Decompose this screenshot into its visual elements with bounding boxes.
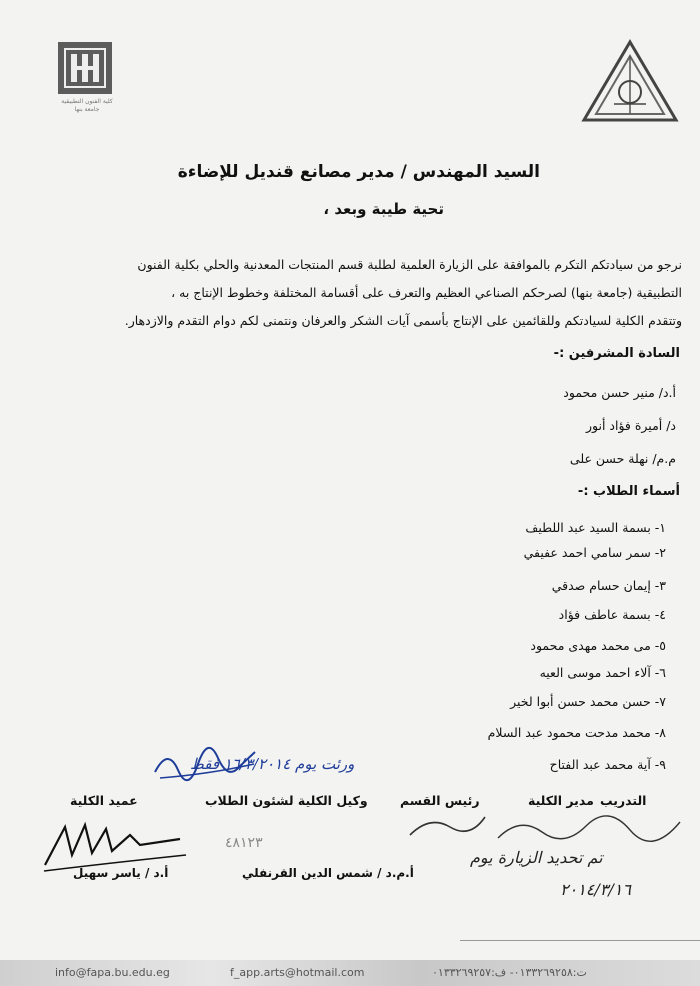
supervisor-item: م.م/ نهلة حسن على [569,451,676,466]
student-item: ٦- آلاء احمد موسى العيه [539,665,666,680]
body-paragraph-line: وتتقدم الكلية لسيادتكم وللقائمين على الإنتاج بأسمى آيات الشكر والعرفان ونتمنى لكم دوام التقدم والازدهار. [124,313,682,328]
training-title: التدريب [600,793,647,808]
dean-name: أ.د / ياسر سهيل [73,866,169,880]
dean-title: عميد الكلية [70,793,138,808]
handwritten-approval-note: تم تحديد الزيارة يوم [470,848,603,867]
supervisor-item: د/ أميرة فؤاد أنور [585,418,676,433]
body-paragraph-line: نرجو من سيادتكم التكرم بالموافقة على الزيارة العلمية لطلبة قسم المنتجات المعدنية والحلي بكلية الفنون [137,257,682,272]
student-item: ٤- بسمة عاطف فؤاد [558,607,666,622]
footer-phones: ت:٠١٣٣٢٦٩٢٥٨- ف:٠١٣٣٢٦٩٢٥٧ [432,966,587,979]
student-item: ٧- حسن محمد حسن أبوا لخير [510,694,666,709]
reference-stamp: ٤٨١٢٣ [225,835,263,851]
training-signature [490,808,690,848]
vice-dean-title: وكيل الكلية لشئون الطلاب [205,793,368,808]
student-item: ٩- آية محمد عبد الفتاح [549,757,666,772]
footer-email: info@fapa.bu.edu.eg [55,966,170,979]
body-paragraph-line: التطبيقية (جامعة بنها) لصرحكم الصناعي العظيم والتعرف على أقسامة المختلفة وخطوط الإنتاج به ، [171,285,682,300]
students-heading: أسماء الطلاب :- [577,484,680,499]
supervisors-heading: السادة المشرفين :- [553,346,680,361]
student-item: ١- بسمة السيد عبد اللطيف [525,520,666,535]
handwritten-visit-note: ورئت يوم ١٦/٣/٢٠١٤ فقط [190,755,355,773]
divider [460,940,700,941]
university-emblem-icon [580,36,680,128]
footer-email-2: f_app.arts@hotmail.com [230,966,365,979]
letter-addressee: السيد المهندس / مدير مصانع قنديل للإضاءة [177,162,540,182]
student-item: ٢- سمر سامي احمد عفيفي [523,545,666,560]
handwritten-approval-date: ٢٠١٤/٣/١٦ [560,880,631,899]
handwritten-signature-flourish [150,742,260,782]
dept-head-signature [400,805,490,845]
faculty-logo-caption-2: جامعة بنها [74,106,100,113]
vice-dean-name: أ.م.د / شمس الدين القرنفلي [242,866,414,880]
training-manager-title: مدير الكلية [528,793,594,808]
dept-head-title: رئيس القسم [400,793,480,808]
supervisor-item: أ.د/ منير حسن محمود [563,385,676,400]
student-item: ٨- محمد مدحت محمود عبد السلام [487,725,666,740]
student-item: ٥- مى محمد مهدى محمود [530,638,666,653]
letter-greeting: تحية طيبة وبعد ، [323,200,444,218]
faculty-logo [56,40,118,115]
student-item: ٣- إيمان حسام صدقي [551,578,666,593]
faculty-logo-caption: كلية الفنون التطبيقية [61,98,113,105]
